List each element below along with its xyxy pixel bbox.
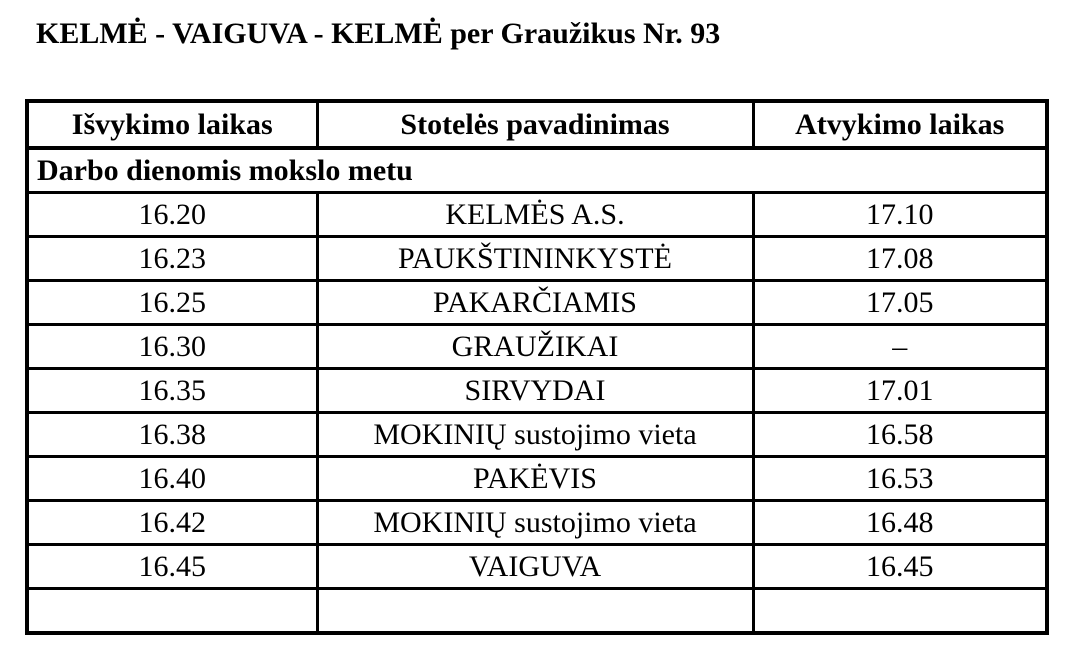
departure-cell: 16.30 bbox=[27, 325, 317, 369]
table-row bbox=[27, 193, 1047, 237]
table-row bbox=[27, 501, 1047, 545]
arrival-cell: 17.08 bbox=[753, 237, 1047, 281]
section-label: Darbo dienomis mokslo metu bbox=[27, 148, 1047, 193]
table-row bbox=[27, 281, 1047, 325]
arrival-cell: 17.10 bbox=[753, 193, 1047, 237]
stop-cell: MOKINIŲ sustojimo vieta bbox=[317, 501, 753, 545]
header-arrival-time: Atvykimo laikas bbox=[753, 101, 1047, 148]
page-title: KELMĖ - VAIGUVA - KELMĖ per Graužikus Nr. 93 bbox=[36, 17, 721, 50]
arrival-cell: – bbox=[753, 325, 1047, 369]
stop-cell: PAKĖVIS bbox=[317, 457, 753, 501]
departure-cell: 16.23 bbox=[27, 237, 317, 281]
stop-cell: SIRVYDAI bbox=[317, 369, 753, 413]
stop-cell: GRAUŽIKAI bbox=[317, 325, 753, 369]
stop-cell: MOKINIŲ sustojimo vieta bbox=[317, 413, 753, 457]
arrival-cell: 16.45 bbox=[753, 545, 1047, 589]
departure-cell: 16.45 bbox=[27, 545, 317, 589]
stop-cell: VAIGUVA bbox=[317, 545, 753, 589]
stop-cell bbox=[317, 589, 753, 634]
table-body bbox=[27, 148, 1047, 633]
table-row bbox=[27, 237, 1047, 281]
header-departure-time: Išvykimo laikas bbox=[27, 101, 317, 148]
departure-cell: 16.20 bbox=[27, 193, 317, 237]
arrival-cell: 17.05 bbox=[753, 281, 1047, 325]
table-row bbox=[27, 369, 1047, 413]
table-row bbox=[27, 545, 1047, 589]
stop-cell: PAKARČIAMIS bbox=[317, 281, 753, 325]
arrival-cell bbox=[753, 589, 1047, 634]
departure-cell: 16.35 bbox=[27, 369, 317, 413]
table-row bbox=[27, 457, 1047, 501]
table-row-empty bbox=[27, 589, 1047, 634]
arrival-cell: 16.48 bbox=[753, 501, 1047, 545]
header-row bbox=[27, 101, 1047, 148]
departure-cell: 16.38 bbox=[27, 413, 317, 457]
table-row bbox=[27, 325, 1047, 369]
arrival-cell: 16.53 bbox=[753, 457, 1047, 501]
departure-cell: 16.42 bbox=[27, 501, 317, 545]
departure-cell bbox=[27, 589, 317, 634]
departure-cell: 16.25 bbox=[27, 281, 317, 325]
departure-cell: 16.40 bbox=[27, 457, 317, 501]
table-row bbox=[27, 413, 1047, 457]
arrival-cell: 16.58 bbox=[753, 413, 1047, 457]
stop-cell: KELMĖS A.S. bbox=[317, 193, 753, 237]
section-row bbox=[27, 148, 1047, 193]
header-stop-name: Stotelės pavadinimas bbox=[317, 101, 753, 148]
table-header bbox=[27, 101, 1047, 148]
arrival-cell: 17.01 bbox=[753, 369, 1047, 413]
schedule-table bbox=[25, 99, 1049, 635]
stop-cell: PAUKŠTININKYSTĖ bbox=[317, 237, 753, 281]
